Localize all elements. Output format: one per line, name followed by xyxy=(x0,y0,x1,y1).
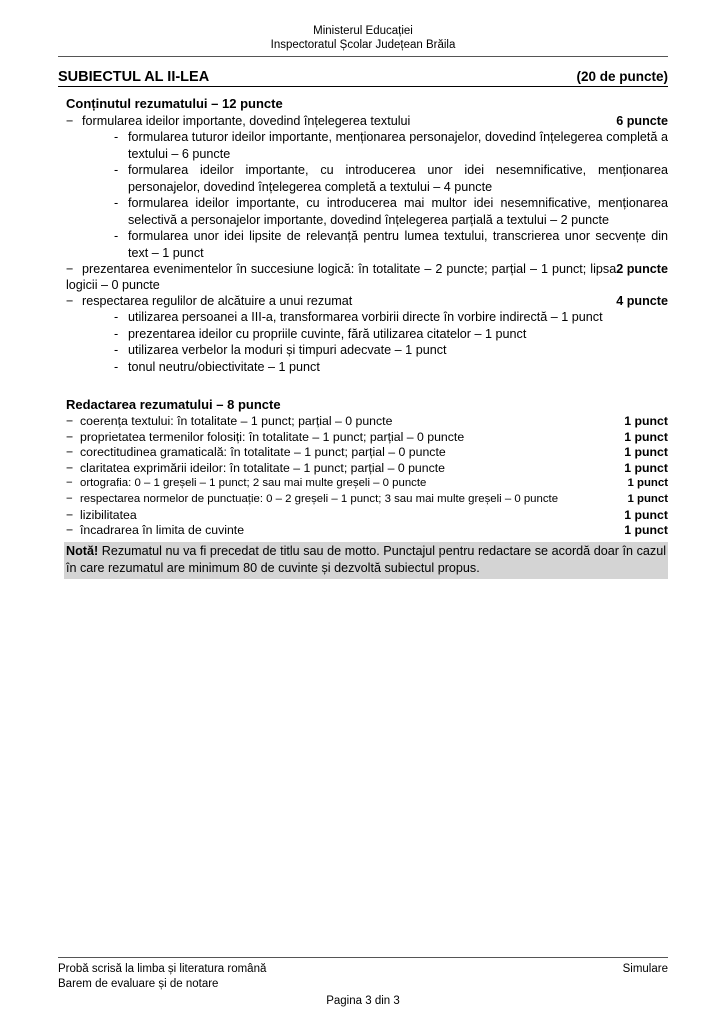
note-label: Notă! xyxy=(66,543,99,558)
sub-criterion-text: prezentarea ideilor cu propriile cuvinte, fără utilizarea citatelor – 1 punct xyxy=(128,326,527,341)
sub-criterion-text: formularea ideilor importante, cu introducerea unor idei nesemnificative, menționarea personajelor, dovedind înțelegerea completă a textului – 4 puncte xyxy=(128,163,668,194)
subject-title-row xyxy=(58,69,668,87)
criterion-text: formularea ideilor importante, dovedind înțelegerea textului xyxy=(82,114,411,128)
sub-criterion-text: formularea ideilor importante, cu introducerea mai multor idei nesemnificative, menționarea selectivă a personajelor importante, dovedind înțelegerea parțială a textului – 2 puncte xyxy=(128,196,668,227)
bullet-dash: - xyxy=(114,196,119,210)
criterion-points: 2 puncte xyxy=(616,262,668,276)
document-header xyxy=(58,24,668,55)
footer-top-row xyxy=(58,962,668,977)
sub-criterion-row xyxy=(114,162,668,195)
ministry-line: Ministerul Educației xyxy=(313,25,413,37)
score-row xyxy=(66,476,668,492)
sub-criterion-row xyxy=(114,195,668,228)
bullet-dash: − xyxy=(66,262,74,276)
score-row xyxy=(66,414,668,430)
criterion-points: 4 puncte xyxy=(616,294,668,308)
sub-criterion-text: formularea tuturor ideilor importante, menționarea personajelor, dovedind înțelegerea completă a textului – 6 puncte xyxy=(128,130,668,161)
sub-criterion-row xyxy=(114,342,668,359)
sub-criterion-text: utilizarea persoanei a III-a, transformarea vorbirii directe în vorbire indirectă – 1 punct xyxy=(128,310,603,324)
score-points: 1 punct xyxy=(624,414,668,428)
score-row xyxy=(66,430,668,446)
bullet-dash: − xyxy=(66,114,74,128)
score-points: 1 punct xyxy=(624,523,668,538)
score-row xyxy=(66,461,668,477)
score-text: coerența textului: în totalitate – 1 punct; parțial – 0 puncte xyxy=(80,414,393,428)
bullet-dash: − xyxy=(66,445,74,460)
sub-criterion-row xyxy=(114,326,668,343)
bullet-dash: − xyxy=(66,507,74,522)
bullet-dash: − xyxy=(66,414,74,428)
footer-divider xyxy=(58,957,668,958)
section-heading: Redactarea rezumatului – 8 puncte xyxy=(66,397,281,412)
sub-criterion-text: tonul neutru/obiectivitate – 1 punct xyxy=(128,359,320,374)
note-block xyxy=(64,542,668,579)
score-points: 1 punct xyxy=(624,507,668,522)
subject-title: SUBIECTUL AL II-LEA xyxy=(58,69,210,85)
footer-session-label: Simulare xyxy=(622,963,668,975)
criterion-text: respectarea regulilor de alcătuire a unui rezumat xyxy=(82,294,353,308)
criterion-row xyxy=(66,261,668,293)
bullet-dash: - xyxy=(114,310,119,324)
score-text: ortografia: 0 – 1 greșeli – 1 punct; 2 sau mai multe greșeli – 0 puncte xyxy=(80,477,427,490)
bullet-dash: − xyxy=(66,477,73,490)
footer-exam-label: Probă scrisă la limba și literatura română xyxy=(58,963,267,975)
score-points: 1 punct xyxy=(624,429,668,444)
section-continut xyxy=(58,96,668,375)
bullet-dash: - xyxy=(114,326,119,341)
bullet-dash: − xyxy=(66,492,73,505)
note-text: Rezumatul nu va fi precedat de titlu sau de motto. Punctajul pentru redactare se acordă doar în cazul în care rezumatul are minimum 80 de cuvinte și dezvoltă subiectul propus. xyxy=(66,543,666,575)
score-text: claritatea exprimării ideilor: în totalitate – 1 punct; parțial – 0 puncte xyxy=(80,460,446,475)
sub-criterion-row xyxy=(114,359,668,376)
score-row xyxy=(66,523,668,539)
criterion-text: prezentarea evenimentelor în succesiune logică: în totalitate – 2 puncte; parțial – 1 punct; lipsa logicii – 0 puncte xyxy=(66,262,617,292)
score-text: lizibilitatea xyxy=(80,507,137,522)
sub-criterion-row xyxy=(114,228,668,261)
section-heading: Conținutul rezumatului – 12 puncte xyxy=(66,96,283,111)
score-text: încadrarea în limita de cuvinte xyxy=(80,523,245,538)
score-row xyxy=(66,445,668,461)
inspectorate-line: Inspectoratul Școlar Județean Brăila xyxy=(270,39,456,51)
sub-criterion-row xyxy=(114,309,668,326)
subject-points: (20 de puncte) xyxy=(576,69,668,84)
criterion-row xyxy=(66,113,668,129)
score-points: 1 punct xyxy=(627,477,668,490)
document-footer xyxy=(58,957,668,1009)
bullet-dash: - xyxy=(114,229,119,243)
bullet-dash: - xyxy=(114,359,119,374)
score-row xyxy=(66,492,668,508)
section-redactare xyxy=(58,397,668,539)
bullet-dash: - xyxy=(114,130,119,144)
criterion-row xyxy=(66,293,668,309)
score-row xyxy=(66,508,668,524)
bullet-dash: − xyxy=(66,429,74,444)
score-text: proprietatea termenilor folosiți: în totalitate – 1 punct; parțial – 0 puncte xyxy=(80,429,465,444)
sub-criterion-row xyxy=(114,129,668,162)
bullet-dash: - xyxy=(114,343,119,357)
footer-page-number: Pagina 3 din 3 xyxy=(326,995,400,1007)
criterion-points: 6 puncte xyxy=(616,114,668,128)
bullet-dash: - xyxy=(114,163,119,177)
score-points: 1 punct xyxy=(624,445,668,460)
score-points: 1 punct xyxy=(627,492,668,505)
sub-criterion-text: utilizarea verbelor la moduri și timpuri adecvate – 1 punct xyxy=(128,343,447,357)
bullet-dash: − xyxy=(66,294,74,308)
footer-barem-label: Barem de evaluare și de notare xyxy=(58,978,219,990)
document-content xyxy=(58,24,668,579)
sub-criterion-text: formularea unor idei lipsite de relevanță pentru lumea textului, transcrierea unor secvențe din text – 1 punct xyxy=(128,229,668,260)
score-text: respectarea normelor de punctuație: 0 – 2 greșeli – 1 punct; 3 sau mai multe greșeli – 0 puncte xyxy=(80,492,559,505)
score-text: corectitudinea gramaticală: în totalitate – 1 punct; parțial – 0 puncte xyxy=(80,445,446,460)
bullet-dash: − xyxy=(66,523,74,538)
score-points: 1 punct xyxy=(624,460,668,475)
header-divider xyxy=(58,56,668,57)
bullet-dash: − xyxy=(66,460,74,475)
